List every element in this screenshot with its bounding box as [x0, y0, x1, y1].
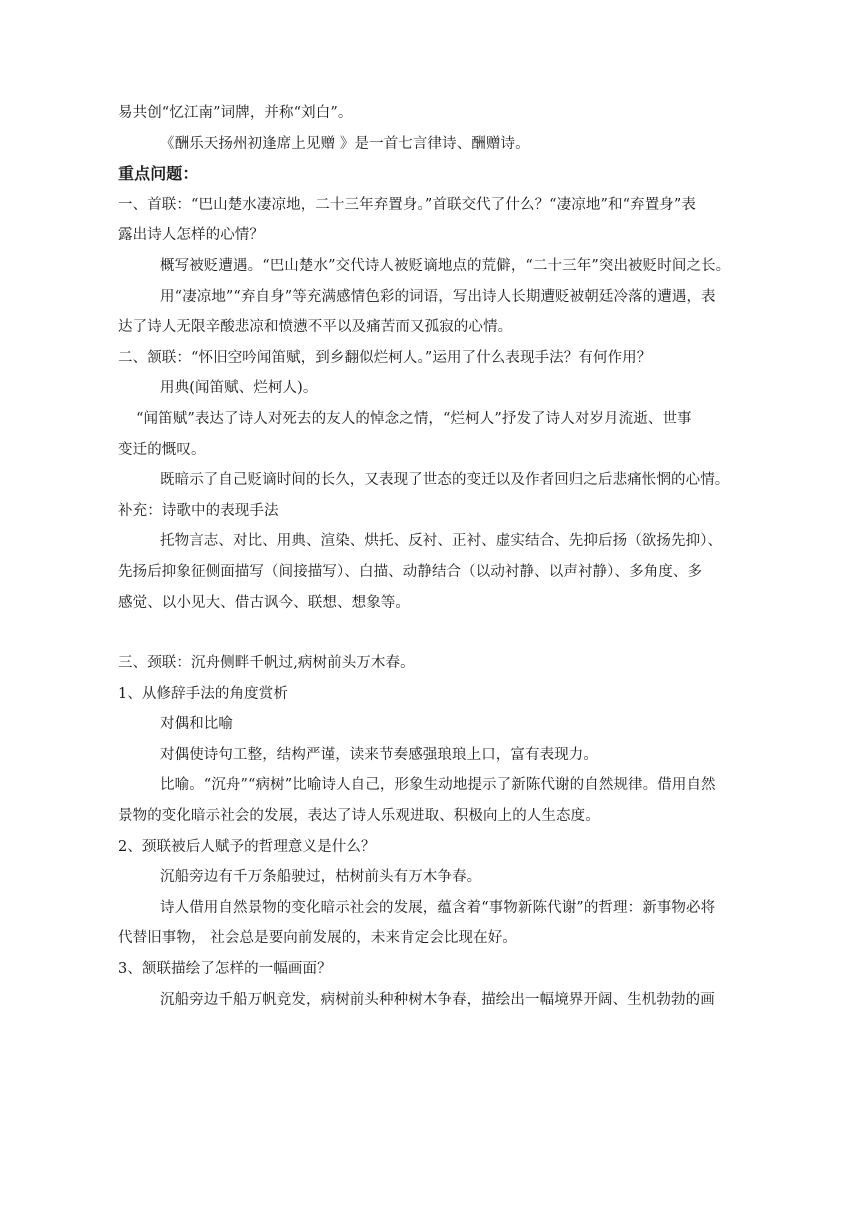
question-line: 3、颔联描绘了怎样的一幅画面？ [118, 961, 332, 978]
answer-line: 景物的变化暗示社会的发展，表达了诗人乐观进取、积极向上的人生态度。 [118, 808, 600, 825]
text-line: 易共创“忆江南”词牌，并称“刘白”。 [118, 105, 353, 121]
supplement-line: 先扬后抑象征侧面描写（间接描写）、白描、动静结合（以动衬静、以声衬静）、多角度、多 [118, 563, 703, 580]
answer-line: 诗人借用自然景物的变化暗示社会的发展，蕴含着“事物新陈代谢”的哲理：新事物必将 [160, 899, 716, 916]
supplement-line: 托物言志、对比、用典、渲染、烘托、反衬、正衬、虚实结合、先抑后扬（欲扬先抑）、 [160, 533, 723, 550]
section-heading: 重点问题： [118, 164, 199, 184]
question-line: 2、颈联被后人赋予的哲理意义是什么？ [118, 838, 376, 855]
answer-line: 对偶和比喻 [160, 716, 233, 733]
supplement-line: 补充：诗歌中的表现手法 [118, 502, 279, 519]
answer-line: “闻笛赋”表达了诗人对死去的友人的悼念之情，“烂柯人”抒发了诗人对岁月流逝、世事 [136, 410, 692, 427]
answer-line: 比喻。“沉舟”“病树”比喻诗人自己，形象生动地提示了新陈代谢的自然规律。借用自然 [160, 777, 716, 794]
question-line: 1、从修辞手法的角度赏析 [118, 685, 288, 702]
question-line: 三、颈联：沉舟侧畔千帆过,病树前头万木春。 [118, 655, 415, 672]
answer-line: 沉船旁边有千万条船驶过，枯树前头有万木争春。 [160, 869, 482, 886]
text-line: 《酬乐天扬州初逢席上见赠 》是一首七言律诗、酬赠诗。 [160, 135, 530, 152]
answer-line: 既暗示了自己贬谪时间的长久，又表现了世态的变迁以及作者回归之后悲痛怅惘的心情。 [160, 472, 730, 489]
question-line: 二、颔联：“怀旧空吟闻笛赋，到乡翻似烂柯人。”运用了什么表现手法？有何作用？ [118, 349, 652, 366]
answer-line: 对偶使诗句工整，结构严谨，读来节奏感强琅琅上口，富有表现力。 [160, 746, 598, 763]
answer-line: 变迁的慨叹。 [118, 441, 206, 458]
question-line: 露出诗人怎样的心情？ [118, 227, 264, 244]
answer-line: 用典(闻笛赋、烂柯人)。 [160, 380, 318, 397]
answer-line: 用“凄凉地”“弃自身”等充满感情色彩的词语，写出诗人长期遭贬被朝廷冷落的遭遇，表 [160, 288, 716, 305]
answer-line: 概写被贬遭遇。“巴山楚水”交代诗人被贬谪地点的荒僻，“二十三年”突出被贬时间之长。 [160, 257, 731, 274]
answer-line: 达了诗人无限辛酸悲凉和愤懑不平以及痛苦而又孤寂的心情。 [118, 319, 513, 336]
document-page [118, 98, 743, 1015]
answer-line: 代替旧事物， 社会总是要向前发展的，未来肯定会比现在好。 [118, 930, 517, 947]
supplement-line: 感觉、以小见大、借古讽今、联想、想象等。 [118, 594, 410, 611]
question-line: 一、首联：“巴山楚水凄凉地，二十三年弃置身。”首联交代了什么？“凄凉地”和“弃置身”表 [118, 196, 697, 213]
blank-line [118, 618, 743, 648]
answer-line: 沉船旁边千船万帆竞发，病树前头种种树木争春，描绘出一幅境界开阔、生机勃勃的画 [160, 991, 715, 1008]
